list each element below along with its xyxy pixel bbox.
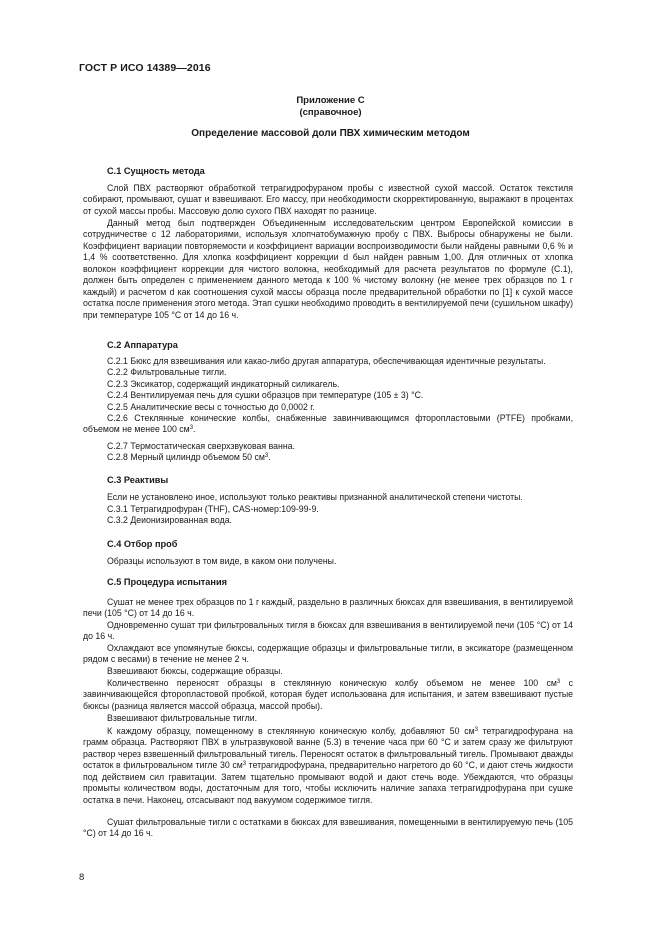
section-c5-title: С.5 Процедура испытания (107, 577, 227, 587)
section-c2-item-flasks (83, 413, 573, 436)
section-c2-title: С.2 Аппаратура (107, 340, 178, 350)
section-c5-paragraph: Взвешивают фильтровальные тигли. (107, 713, 258, 723)
section-c2-item: С.2.7 Термостатическая сверхзвуковая ванна. (107, 441, 295, 451)
section-c1-title: С.1 Сущность метода (107, 166, 205, 176)
appendix-title: Приложение С (296, 95, 365, 106)
section-c5-paragraph: Взвешивают бюксы, содержащие образцы. (107, 666, 283, 676)
superscript: 3 (242, 761, 247, 768)
section-c3-item: Если не установлено иное, используют только реактивы признанной аналитической степени чистоты. (107, 492, 523, 502)
superscript: 3 (474, 727, 478, 733)
section-c2-item: С.2.5 Аналитические весы с точностью до 0,0002 г. (107, 402, 315, 412)
section-c3-item: С.3.2 Деионизированная вода. (107, 515, 232, 525)
section-c2-item: С.2.3 Эксикатор, содержащий индикаторный силикагель. (107, 379, 340, 389)
section-c5-paragraph: Охлаждают все упомянутые бюксы, содержащие образцы и фильтровальные тигли, в эксикаторе (размещенном рядом с весами) в течение не менее 2 ч. (83, 643, 573, 665)
cylinder-text: С.2.8 Мерный цилиндр объемом 50 см (107, 452, 265, 462)
section-c1-paragraph-1: Слой ПВХ растворяют обработкой тетрагидрофураном пробы с известной сухой массой. Остаток текстиля собирают, промывают, сушат и взвешивают. Его массу, при необходимости скорректированную, выражают в процентах от сухой массы пробы. Массовую долю сухого ПВХ находят по разнице. (83, 183, 573, 216)
appendix-heading: Определение массовой доли ПВХ химическим методом (191, 128, 470, 139)
dissolve-text-2: тетрагидрофурана на грамм образца. Растворяют ПВХ в ультразвуковой ванне (5.3) в течение часа при 60 °С и затем сразу же фильтруют раствор через взвешенный фильтровальный тигель. Переносят остаток в фильтровальный тигель. Промывают дважды остаток в фильтровальном тигле 30 см (83, 726, 574, 771)
period: . (268, 452, 271, 462)
standard-header: ГОСТ Р ИСО 14389—2016 (79, 62, 211, 74)
section-c2-item-cylinder (83, 452, 573, 463)
superscript: 3 (556, 679, 561, 685)
flasks-text: С.2.6 Стеклянные конические колбы, снабженные завинчивающимся фторопластовыми (PTFE) пробками, объемом не менее 100 см (83, 413, 573, 435)
dissolve-text-1: К каждому образцу, помещенному в стеклянную коническую колбу, добавляют 50 см (107, 726, 475, 736)
section-c3-item: С.3.1 Тетрагидрофуран (THF), CAS-номер:109-99-9. (107, 504, 319, 514)
superscript: 3 (264, 453, 269, 459)
section-c1-paragraph-2: Данный метод был подтвержден Объединенным исследовательским центром Европейской комиссии в сотрудничестве с 12 лабораториями, используя хлопчатобумажную пробу с ПВХ. Выбросы обнаружены не были. Коэффициент вариации повторяемости и коэффициент вариации воспроизводимости были найдены равными 0,6 % и 1,4 % соответственно. Для хлопка коэффициент коррекции d был найден равным 1,00. Для отличных от хлопка волокон коэффициент коррекции для чистого волокна, необходимый для расчета результатов по формуле (С.1), должен быть определен с применением данного метода к 100 % чистому волокну (не менее трех образцов по 1 г каждый) и расчетом d как соотношения сухой массы образца после предварительной обработки по [1] к сухой массе остатка после применения этого метода. Этап сушки необходимо проводить в вентилируемой печи (сушильном шкафу) при температуре 105 °С от 14 до 16 ч. (83, 218, 573, 320)
section-c5-paragraph: Сушат не менее трех образцов по 1 г каждый, раздельно в различных бюксах для взвешивания, в вентилируемой печи (105 °С) от 14 до 16 ч. (83, 597, 573, 619)
section-c2-item: С.2.4 Вентилируемая печь для сушки образцов при температуре (105 ± 3) °С. (107, 390, 424, 400)
period: . (193, 424, 196, 435)
dissolve-text-3: тетрагидрофурана, предварительно нагретого до 60 °С, и дают стечь жидкости под действием сил гравитации. Затем тщательно промывают водой и дают стечь воде. Убеждаются, что образцы промыты количеством воды, достаточным для того, чтобы исключить наличие запаха тетрагидрофурана при сушке остатка в печи. Наконец, отсасывают под вакуумом содержимое тигля. (83, 760, 573, 805)
section-c3-title: С.3 Реактивы (107, 475, 169, 485)
page-number: 8 (79, 872, 85, 883)
section-c5-paragraph-dissolve (83, 726, 573, 806)
transfer-text-end: с завинчивающейся фторопластовой пробкой, которая будет использована для испытания, и затем взвешивают пустые бюксы (разница является массой образца, массой пробы). (83, 678, 573, 711)
transfer-text-start: Количественно переносят образцы в стеклянную коническую колбу объемом не менее 100 см (107, 678, 557, 688)
appendix-subtitle: (справочное) (299, 107, 362, 118)
superscript: 3 (189, 425, 194, 432)
section-c4-title: С.4 Отбор проб (107, 539, 178, 549)
section-c4-text: Образцы используют в том виде, в каком они получены. (107, 556, 337, 566)
section-c2-item: С.2.2 Фильтровальные тигли. (107, 367, 227, 377)
section-c5-paragraph: Одновременно сушат три фильтровальных тигля в бюксах для взвешивания в вентилируемой печи (105 °С) от 14 до 16 ч. (83, 620, 573, 642)
section-c5-paragraph-transfer (83, 678, 573, 712)
section-c5-paragraph: Сушат фильтровальные тигли с остатками в бюксах для взвешивания, помещенными в вентилируемую печь (105 °С) от 14 до 16 ч. (83, 817, 573, 839)
section-c2-item: С.2.1 Бюкс для взвешивания или какао-либо другая аппаратура, обеспечивающая идентичные результаты. (107, 356, 546, 366)
